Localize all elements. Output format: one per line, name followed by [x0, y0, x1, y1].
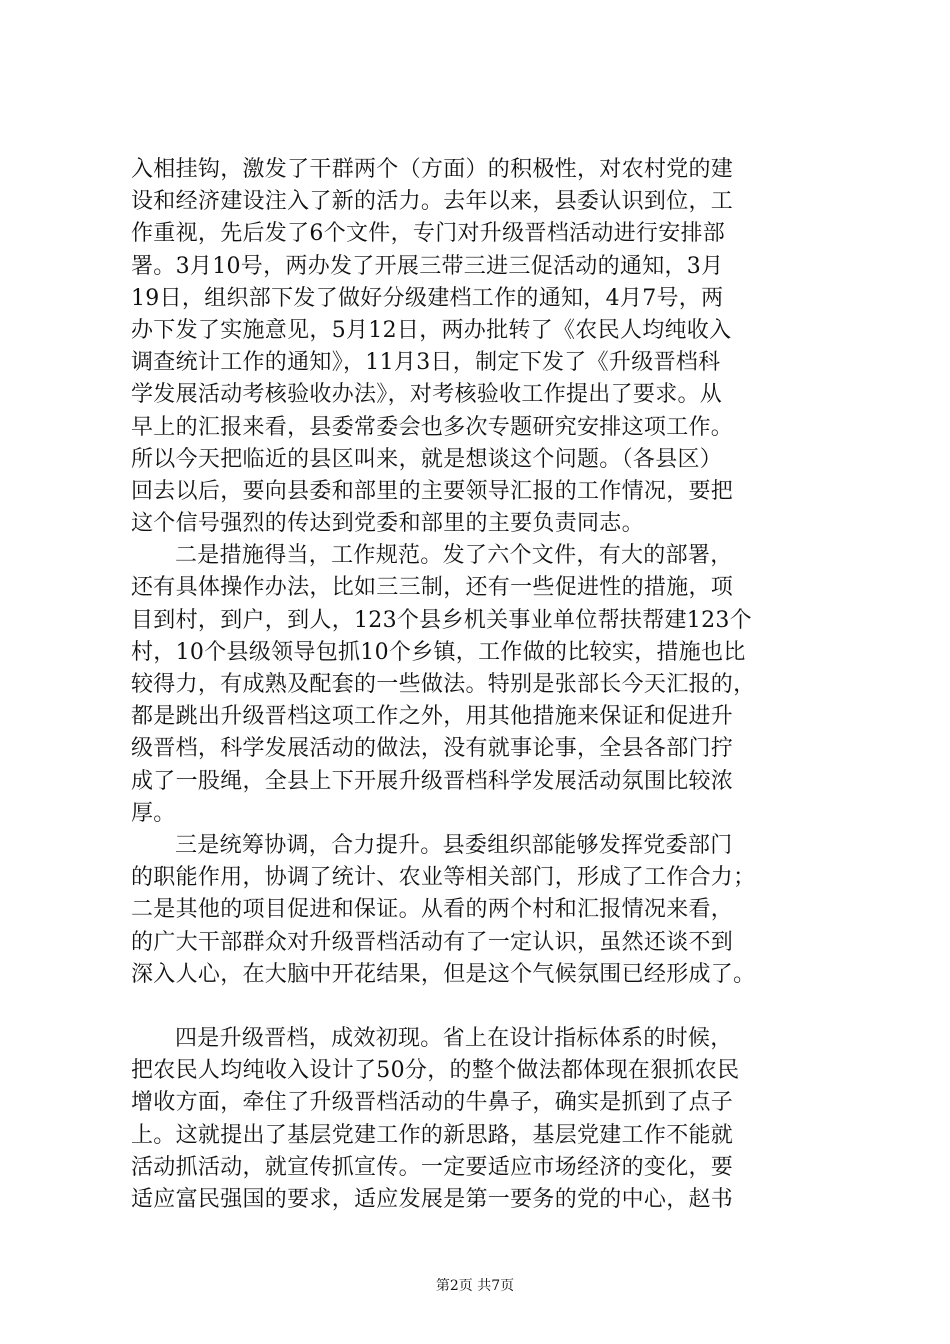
text-line: 上。这就提出了基层党建工作的新思路，基层党建工作不能就 [131, 1122, 734, 1148]
text-line: 成了一股绳，全县上下开展升级晋档科学发展活动氛围比较浓 [131, 768, 734, 794]
text-line: 较得力，有成熟及配套的一些做法。特别是张部长今天汇报的， [131, 672, 756, 697]
text-line: 二是其他的项目促进和保证。从看的两个村和汇报情况来看， [131, 897, 734, 923]
text-line: 厚。 [131, 800, 176, 826]
text-line: 适应富民强国的要求，适应发展是第一要务的党的中心，赵书 [131, 1187, 734, 1212]
text-line: 的广大干部群众对升级晋档活动有了一定认识，虽然还谈不到 [131, 929, 734, 955]
page-footer: 第2页 共7页 [435, 1278, 515, 1294]
text-line: 目到村，到户，到人，123个县乡机关事业单位帮扶帮建123个 [131, 607, 752, 633]
document-body [131, 154, 831, 1216]
text-line: 三是统筹协调，合力提升。县委组织部能够发挥党委部门 [175, 832, 733, 858]
text-line: 把农民人均纯收入设计了50分，的整个做法都体现在狠抓农民 [131, 1058, 740, 1084]
text-line: 二是措施得当，工作规范。发了六个文件，有大的部署， [175, 543, 733, 569]
text-line: 早上的汇报来看，县委常委会也多次专题研究安排这项工作。 [131, 414, 734, 440]
text-line [131, 991, 831, 1023]
text-line: 活动抓活动，就宣传抓宣传。一定要适应市场经济的变化，要 [131, 1154, 734, 1180]
text-line: 深入人心，在大脑中开花结果，但是这个气候氛围已经形成了。 [131, 961, 756, 987]
text-line: 四是升级晋档，成效初现。省上在设计指标体系的时候， [175, 1026, 733, 1052]
text-line: 所以今天把临近的县区叫来，就是想谈这个问题。（各县区） [131, 446, 723, 472]
text-line: 增收方面，牵住了升级晋档活动的牛鼻子，确实是抓到了点子 [131, 1090, 734, 1116]
text-line: 办下发了实施意见，5月12日，两办批转了《农民人均纯收入 [131, 317, 732, 343]
text-line: 设和经济建设注入了新的活力。去年以来，县委认识到位，工 [131, 189, 734, 215]
text-line: 署。3月10号，两办发了开展三带三进三促活动的通知，3月 [131, 253, 724, 279]
text-line: 村，10个县级领导包抓10个乡镇，工作做的比较实，措施也比 [131, 639, 746, 665]
text-line: 还有具体操作办法，比如三三制，还有一些促进性的措施，项 [131, 575, 734, 601]
text-line: 入相挂钩，激发了干群两个（方面）的积极性，对农村党的建 [131, 157, 734, 182]
text-line: 的职能作用，协调了统计、农业等相关部门，形成了工作合力； [131, 865, 756, 891]
text-line: 级晋档，科学发展活动的做法，没有就事论事，全县各部门拧 [131, 736, 734, 762]
text-line: 这个信号强烈的传达到党委和部里的主要负责同志。 [131, 511, 644, 537]
text-line: 作重视，先后发了6个文件，专门对升级晋档活动进行安排部 [131, 221, 726, 247]
text-line: 学发展活动考核验收办法》，对考核验收工作提出了要求。从 [131, 382, 723, 408]
text-line: 回去以后，要向县委和部里的主要领导汇报的工作情况，要把 [131, 478, 734, 504]
text-line: 都是跳出升级晋档这项工作之外，用其他措施来保证和促进升 [131, 704, 734, 730]
text-line: 调查统计工作的通知》，11月3日，制定下发了《升级晋档科 [131, 350, 721, 376]
text-line: 19日，组织部下发了做好分级建档工作的通知，4月7号，两 [131, 285, 724, 311]
